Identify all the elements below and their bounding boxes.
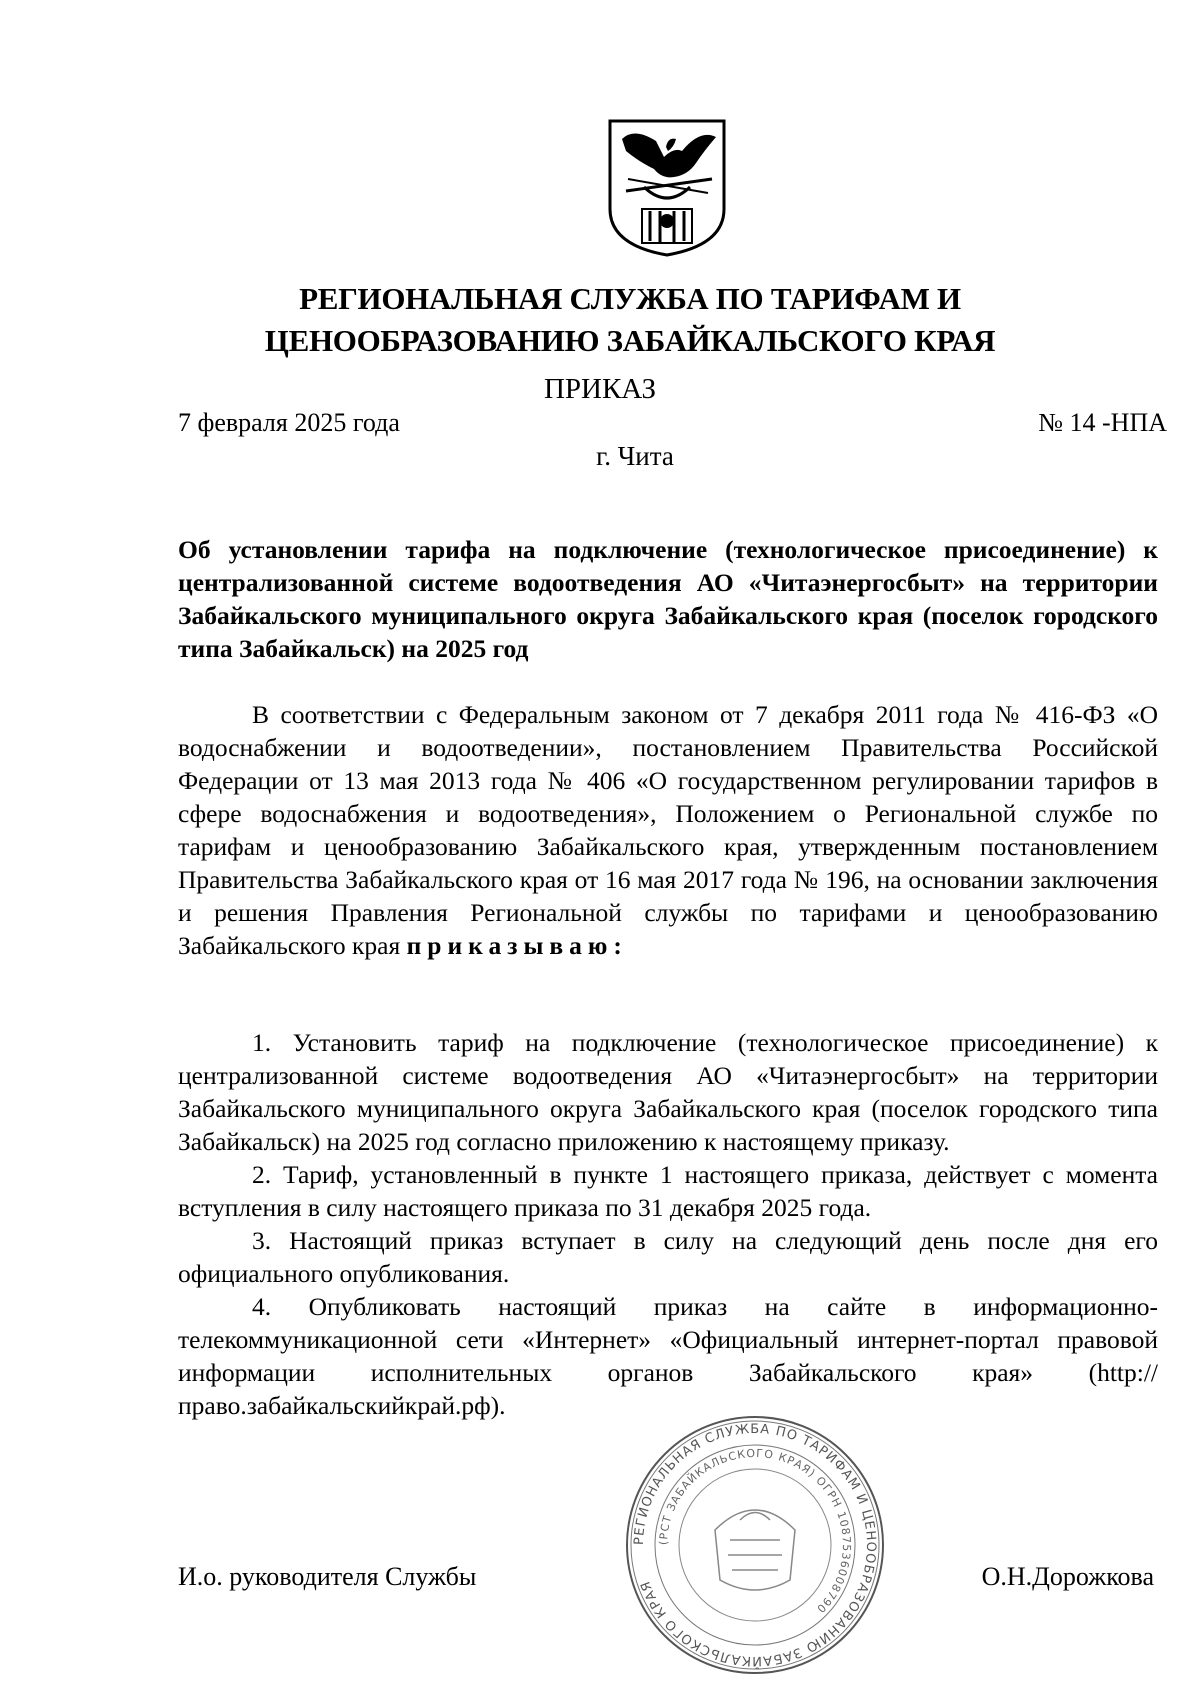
- preamble: [178, 698, 1158, 962]
- preamble-text: В соответствии с Федеральным законом от 7 декабря 2011 года № 416-ФЗ «О водоснабжении и водоотведении», постановлением Правительства Российской Федерации от 13 мая 2013 года № 406 «О государственном регулировании тарифов в сфере водоснабжения и водоотведения», Положением о Региональной службе по тарифам и ценообразованию Забайкальского края, утвержденным постановлением Правительства Забайкальского края от 16 мая 2017 года № 196, на основании заключения и решения Правления Региональной службы по тарифами и ценообразованию Забайкальского края: [178, 700, 1158, 960]
- document-date: 7 февраля 2025 года: [178, 408, 400, 437]
- document-number: № 14 -НПА: [1038, 408, 1167, 437]
- seal-inner-text: (РСТ ЗАБАЙКАЛЬСКОГО КРАЯ) ОГРН 1087536008790: [656, 1446, 854, 1616]
- order-item-2: 2. Тариф, установленный в пункте 1 настоящего приказа, действует с момента вступления в силу настоящего приказа по 31 декабря 2025 года.: [178, 1160, 1158, 1222]
- order-items: [178, 1026, 1158, 1422]
- document-title: Об установлении тарифа на подключение (технологическое присоединение) к централизованной системе водоотведения АО «Читаэнергосбыт» на территории Забайкальского муниципального округа Забайкальского края (поселок городского типа Забайкальск) на 2025 год: [178, 535, 1158, 663]
- preamble-paragraph: [178, 698, 1158, 962]
- seal-outer-text: РЕГИОНАЛЬНАЯ СЛУЖБА ПО ТАРИФАМ И ЦЕНООБРАЗОВАНИЮ ЗАБАЙКАЛЬСКОГО КРАЯ: [631, 1421, 879, 1669]
- signer-role: И.о. руководителя Службы: [178, 1562, 477, 1591]
- order-item-1: 1. Установить тариф на подключение (технологическое присоединение) к централизованной системе водоотведения АО «Читаэнергосбыт» на территории Забайкальского муниципального округа Забайкальского края (поселок городского типа Забайкальск) на 2025 год согласно приложению к настоящему приказу.: [178, 1028, 1158, 1156]
- document-type: ПРИКАЗ: [543, 373, 657, 405]
- document-city: г. Чита: [596, 441, 674, 471]
- agency-name-line1: РЕГИОНАЛЬНАЯ СЛУЖБА ПО ТАРИФАМ И: [299, 281, 961, 316]
- official-seal-icon: [620, 1410, 890, 1680]
- signer-name: О.Н.Дорожкова: [981, 1562, 1154, 1591]
- order-item-4: 4. Опубликовать настоящий приказ на сайте в информационно-телекоммуникационной сети «Интернет» «Официальный интернет-портал правовой информации исполнительных органов Забайкальского края» (http://право.забайкальскийкрай.рф).: [178, 1292, 1158, 1420]
- coat-of-arms-icon: [604, 117, 730, 257]
- order-item-3: 3. Настоящий приказ вступает в силу на следующий день после дня его официального опубликования.: [178, 1226, 1158, 1288]
- agency-name: [230, 278, 1030, 362]
- decree-word: приказываю:: [406, 931, 628, 960]
- agency-name-line2: ЦЕНООБРАЗОВАНИЮ ЗАБАЙКАЛЬСКОГО КРАЯ: [264, 323, 996, 358]
